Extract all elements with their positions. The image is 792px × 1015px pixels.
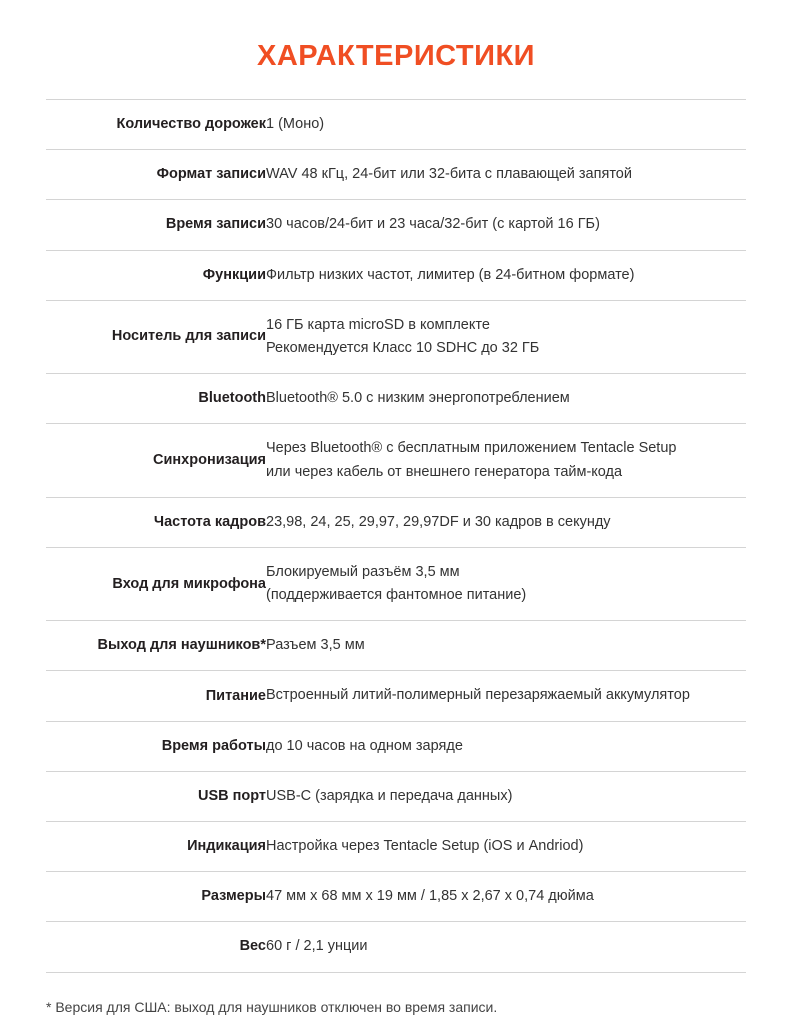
table-row	[46, 872, 746, 922]
spec-value	[266, 721, 746, 771]
spec-label: Вес	[239, 938, 266, 955]
spec-value	[266, 250, 746, 300]
spec-value-line: 23,98, 24, 25, 29,97, 29,97DF и 30 кадров в секунду	[266, 513, 611, 530]
spec-value-line: Настройка через Tentacle Setup (iOS и Andriod)	[266, 838, 584, 854]
spec-label: Синхронизация	[153, 451, 266, 468]
table-row	[46, 922, 746, 972]
spec-label: Bluetooth	[198, 390, 266, 407]
spec-label: Формат записи	[156, 166, 266, 183]
spec-value-line: WAV 48 кГц, 24-бит или 32-бита с плавающей запятой	[266, 166, 632, 183]
spec-value	[266, 200, 746, 250]
spec-value	[266, 822, 746, 872]
spec-label: Функции	[202, 266, 266, 283]
table-row	[46, 822, 746, 872]
spec-label: Вход для микрофона	[112, 575, 266, 592]
spec-label: Размеры	[201, 888, 266, 905]
spec-label: Время записи	[165, 216, 266, 233]
spec-label: Носитель для записи	[111, 328, 266, 345]
spec-value-line: Bluetooth® 5.0 с низким энергопотреблением	[266, 390, 570, 407]
table-row	[46, 250, 746, 300]
spec-label: Частота кадров	[153, 513, 266, 530]
table-row	[46, 771, 746, 821]
spec-label: Время работы	[161, 737, 266, 754]
spec-value	[266, 621, 746, 671]
spec-value	[266, 424, 746, 497]
spec-label: Выход для наушников*	[97, 637, 266, 654]
spec-value	[266, 922, 746, 972]
spec-value	[266, 771, 746, 821]
spec-value	[266, 150, 746, 200]
spec-label: USB порт	[197, 787, 266, 804]
table-row	[46, 621, 746, 671]
spec-value-line: или через кабель от внешнего генератора тайм-кода	[266, 463, 623, 480]
table-row	[46, 424, 746, 497]
specifications-table	[46, 99, 746, 973]
spec-value	[266, 300, 746, 373]
spec-value-line: Через Bluetooth® с бесплатным приложением Tentacle Setup	[266, 440, 677, 457]
spec-value	[266, 374, 746, 424]
spec-value-line: (поддерживается фантомное питание)	[266, 587, 527, 604]
spec-value	[266, 872, 746, 922]
spec-value-line: Фильтр низких частот, лимитер (в 24-битном формате)	[266, 266, 635, 283]
table-row	[46, 100, 746, 150]
specifications-table-body	[46, 100, 746, 973]
spec-value-line: 60 г / 2,1 унции	[266, 938, 368, 955]
spec-label: Количество дорожек	[116, 116, 266, 133]
spec-value	[266, 671, 746, 721]
table-row	[46, 497, 746, 547]
footnote: * Версия для США: выход для наушников отключен во время записи.	[46, 998, 498, 1015]
table-row	[46, 150, 746, 200]
spec-value	[266, 497, 746, 547]
spec-value	[266, 547, 746, 620]
spec-value	[266, 100, 746, 150]
table-row	[46, 374, 746, 424]
spec-value-line: 16 ГБ карта microSD в комплекте	[266, 316, 490, 333]
spec-label: Индикация	[187, 838, 266, 855]
table-row	[46, 547, 746, 620]
spec-value-line: до 10 часов на одном заряде	[266, 737, 463, 754]
spec-value-line: 47 мм x 68 мм x 19 мм / 1,85 x 2,67 x 0,74 дюйма	[266, 888, 594, 905]
spec-value-line: 30 часов/24-бит и 23 часа/32-бит (с картой 16 ГБ)	[266, 216, 600, 233]
page-title: ХАРАКТЕРИСТИКИ	[256, 40, 535, 72]
table-row	[46, 721, 746, 771]
table-row	[46, 200, 746, 250]
table-row	[46, 671, 746, 721]
spec-value-line: Блокируемый разъём 3,5 мм	[266, 563, 460, 580]
spec-value-line: Встроенный литий-полимерный перезаряжаемый аккумулятор	[266, 687, 690, 704]
spec-value-line: Рекомендуется Класс 10 SDHC до 32 ГБ	[266, 339, 540, 356]
spec-value-line: Разъем 3,5 мм	[266, 637, 365, 654]
table-row	[46, 300, 746, 373]
spec-value-line: 1 (Моно)	[266, 116, 325, 132]
spec-value-line: USB-C (зарядка и передача данных)	[266, 787, 513, 804]
spec-label: Питание	[205, 687, 266, 704]
